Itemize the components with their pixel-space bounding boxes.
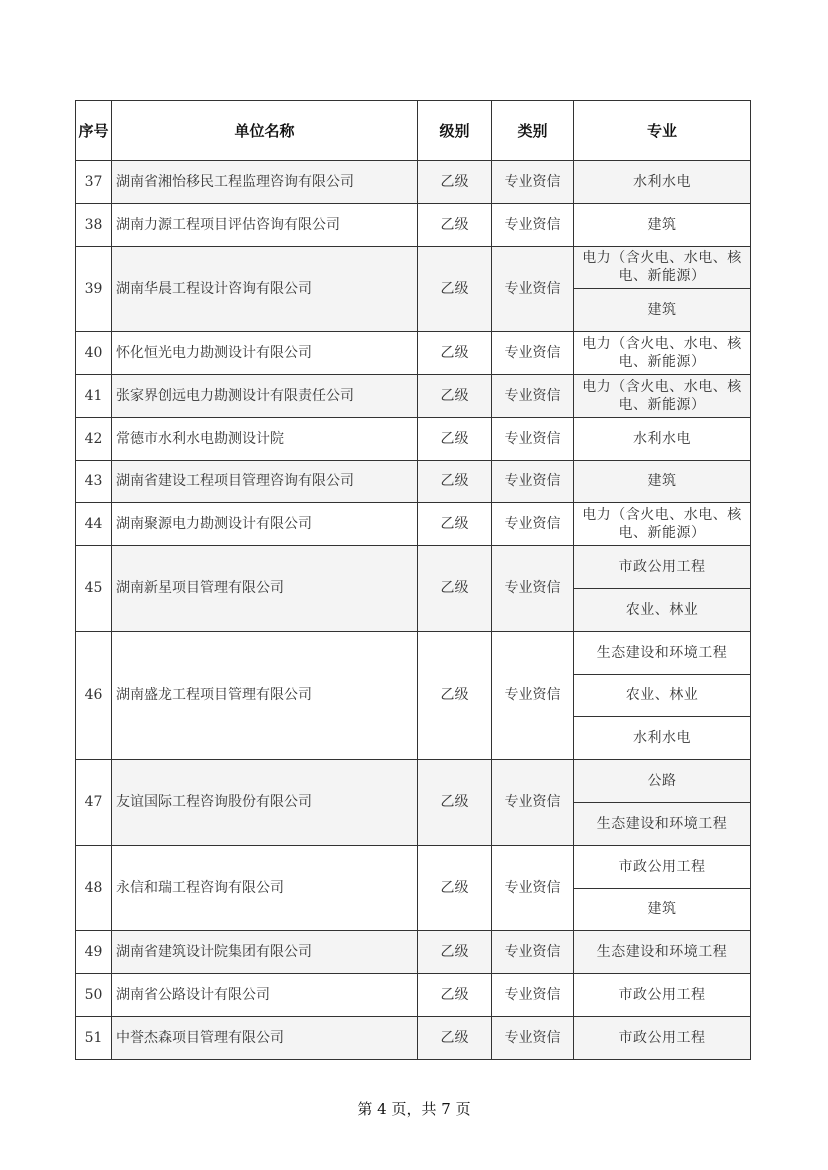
row-number: 48	[76, 845, 112, 931]
row-number: 43	[76, 460, 112, 503]
table-row	[76, 503, 751, 546]
table-row	[76, 374, 751, 417]
row-number: 42	[76, 417, 112, 460]
table-row	[76, 246, 751, 289]
table-row	[76, 417, 751, 460]
company-name: 怀化恒光电力勘测设计有限公司	[112, 332, 418, 375]
major-cell: 水利水电	[574, 717, 751, 760]
header-no: 序号	[76, 101, 112, 161]
major-cell: 水利水电	[574, 161, 751, 204]
major-cell: 农业、林业	[574, 588, 751, 631]
level-cell: 乙级	[418, 374, 492, 417]
company-name: 张家界创远电力勘测设计有限责任公司	[112, 374, 418, 417]
major-cell: 水利水电	[574, 417, 751, 460]
company-name: 湖南省公路设计有限公司	[112, 974, 418, 1017]
company-name: 湖南新星项目管理有限公司	[112, 546, 418, 632]
category-cell: 专业资信	[492, 931, 574, 974]
major-cell: 农业、林业	[574, 674, 751, 717]
header-name: 单位名称	[112, 101, 418, 161]
row-number: 50	[76, 974, 112, 1017]
row-number: 39	[76, 246, 112, 332]
major-cell: 电力（含火电、水电、核电、新能源）	[574, 503, 751, 546]
level-cell: 乙级	[418, 845, 492, 931]
category-cell: 专业资信	[492, 546, 574, 632]
category-cell: 专业资信	[492, 246, 574, 332]
table-row	[76, 760, 751, 803]
table-row	[76, 974, 751, 1017]
table-row	[76, 332, 751, 375]
company-name: 湖南省湘怡移民工程监理咨询有限公司	[112, 161, 418, 204]
major-cell: 生态建设和环境工程	[574, 931, 751, 974]
level-cell: 乙级	[418, 161, 492, 204]
major-cell: 生态建设和环境工程	[574, 631, 751, 674]
row-number: 46	[76, 631, 112, 759]
level-cell: 乙级	[418, 203, 492, 246]
company-name: 湖南省建筑设计院集团有限公司	[112, 931, 418, 974]
table-row	[76, 845, 751, 888]
level-cell: 乙级	[418, 417, 492, 460]
row-number: 44	[76, 503, 112, 546]
company-name: 中誉杰森项目管理有限公司	[112, 1016, 418, 1059]
category-cell: 专业资信	[492, 460, 574, 503]
category-cell: 专业资信	[492, 161, 574, 204]
level-cell: 乙级	[418, 503, 492, 546]
table-row	[76, 161, 751, 204]
major-cell: 建筑	[574, 460, 751, 503]
table-row	[76, 203, 751, 246]
major-cell: 建筑	[574, 289, 751, 332]
company-table	[75, 100, 751, 1060]
header-major: 专业	[574, 101, 751, 161]
category-cell: 专业资信	[492, 503, 574, 546]
table-row	[76, 546, 751, 589]
level-cell: 乙级	[418, 1016, 492, 1059]
row-number: 41	[76, 374, 112, 417]
header-category: 类别	[492, 101, 574, 161]
major-cell: 市政公用工程	[574, 974, 751, 1017]
row-number: 40	[76, 332, 112, 375]
table-row	[76, 931, 751, 974]
table-row	[76, 1016, 751, 1059]
level-cell: 乙级	[418, 246, 492, 332]
level-cell: 乙级	[418, 631, 492, 759]
table-row	[76, 460, 751, 503]
row-number: 38	[76, 203, 112, 246]
major-cell: 建筑	[574, 888, 751, 931]
company-name: 常德市水利水电勘测设计院	[112, 417, 418, 460]
category-cell: 专业资信	[492, 332, 574, 375]
category-cell: 专业资信	[492, 631, 574, 759]
company-name: 湖南力源工程项目评估咨询有限公司	[112, 203, 418, 246]
company-name: 湖南聚源电力勘测设计有限公司	[112, 503, 418, 546]
row-number: 51	[76, 1016, 112, 1059]
company-name: 湖南省建设工程项目管理咨询有限公司	[112, 460, 418, 503]
major-cell: 公路	[574, 760, 751, 803]
table-row	[76, 631, 751, 674]
level-cell: 乙级	[418, 460, 492, 503]
level-cell: 乙级	[418, 332, 492, 375]
company-name: 永信和瑞工程咨询有限公司	[112, 845, 418, 931]
major-cell: 电力（含火电、水电、核电、新能源）	[574, 332, 751, 375]
major-cell: 电力（含火电、水电、核电、新能源）	[574, 374, 751, 417]
row-number: 37	[76, 161, 112, 204]
row-number: 49	[76, 931, 112, 974]
page-footer: 第 4 页，共 7 页	[357, 1100, 471, 1118]
company-name: 湖南盛龙工程项目管理有限公司	[112, 631, 418, 759]
company-name: 友谊国际工程咨询股份有限公司	[112, 760, 418, 846]
category-cell: 专业资信	[492, 203, 574, 246]
header-row	[76, 101, 751, 161]
category-cell: 专业资信	[492, 974, 574, 1017]
row-number: 47	[76, 760, 112, 846]
level-cell: 乙级	[418, 974, 492, 1017]
category-cell: 专业资信	[492, 845, 574, 931]
company-name: 湖南华晨工程设计咨询有限公司	[112, 246, 418, 332]
major-cell: 市政公用工程	[574, 546, 751, 589]
category-cell: 专业资信	[492, 760, 574, 846]
row-number: 45	[76, 546, 112, 632]
major-cell: 生态建设和环境工程	[574, 802, 751, 845]
level-cell: 乙级	[418, 931, 492, 974]
major-cell: 市政公用工程	[574, 845, 751, 888]
major-cell: 建筑	[574, 203, 751, 246]
level-cell: 乙级	[418, 760, 492, 846]
major-cell: 市政公用工程	[574, 1016, 751, 1059]
header-level: 级别	[418, 101, 492, 161]
level-cell: 乙级	[418, 546, 492, 632]
category-cell: 专业资信	[492, 374, 574, 417]
major-cell: 电力（含火电、水电、核电、新能源）	[574, 246, 751, 289]
category-cell: 专业资信	[492, 417, 574, 460]
category-cell: 专业资信	[492, 1016, 574, 1059]
